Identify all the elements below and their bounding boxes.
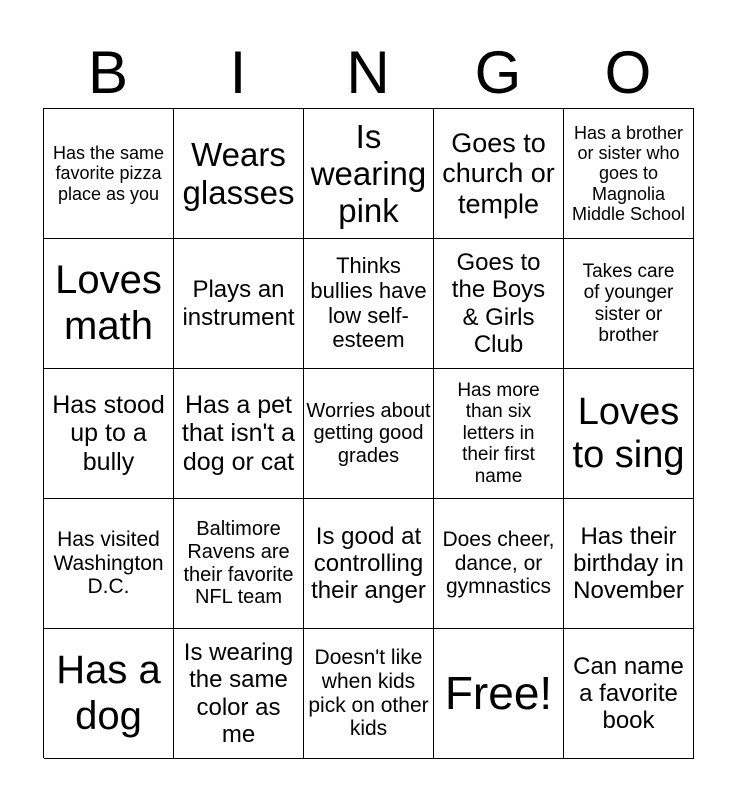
bingo-cell[interactable]: Goes to the Boys & Girls Club — [434, 239, 564, 369]
bingo-cell[interactable]: Has the same favorite pizza place as you — [44, 109, 174, 239]
bingo-cell[interactable]: Loves math — [44, 239, 174, 369]
bingo-cell[interactable]: Has visited Washington D.C. — [44, 499, 174, 629]
bingo-cell[interactable]: Thinks bullies have low self-esteem — [304, 239, 434, 369]
bingo-cell[interactable]: Is wearing pink — [304, 109, 434, 239]
bingo-cell[interactable]: Has stood up to a bully — [44, 369, 174, 499]
bingo-cell[interactable]: Plays an instrument — [174, 239, 304, 369]
bingo-cell[interactable]: Has a pet that isn't a dog or cat — [174, 369, 304, 499]
header-letter-n: N — [346, 39, 390, 106]
bingo-cell[interactable]: Is wearing the same color as me — [174, 629, 304, 759]
bingo-cell[interactable]: Has a dog — [44, 629, 174, 759]
bingo-header — [43, 38, 693, 108]
bingo-cell[interactable]: Takes care of younger sister or brother — [564, 239, 694, 369]
header-letter-b: B — [87, 39, 129, 106]
header-letter-i: I — [229, 39, 247, 106]
bingo-cell[interactable]: Has more than six letters in their first name — [434, 369, 564, 499]
bingo-cell[interactable]: Is good at controlling their anger — [304, 499, 434, 629]
free-space-cell[interactable]: Free! — [434, 629, 564, 759]
bingo-cell[interactable]: Can name a favorite book — [564, 629, 694, 759]
header-letter-o: O — [604, 39, 652, 106]
bingo-cell[interactable]: Baltimore Ravens are their favorite NFL team — [174, 499, 304, 629]
bingo-cell[interactable]: Has a brother or sister who goes to Magnolia Middle School — [564, 109, 694, 239]
bingo-board — [43, 108, 694, 758]
bingo-cell[interactable]: Worries about getting good grades — [304, 369, 434, 499]
header-letter-g: G — [474, 39, 522, 106]
bingo-cell[interactable]: Goes to church or temple — [434, 109, 564, 239]
bingo-cell[interactable]: Doesn't like when kids pick on other kids — [304, 629, 434, 759]
bingo-cell[interactable]: Loves to sing — [564, 369, 694, 499]
bingo-cell[interactable]: Does cheer, dance, or gymnastics — [434, 499, 564, 629]
bingo-cell[interactable]: Has their birthday in November — [564, 499, 694, 629]
bingo-cell[interactable]: Wears glasses — [174, 109, 304, 239]
